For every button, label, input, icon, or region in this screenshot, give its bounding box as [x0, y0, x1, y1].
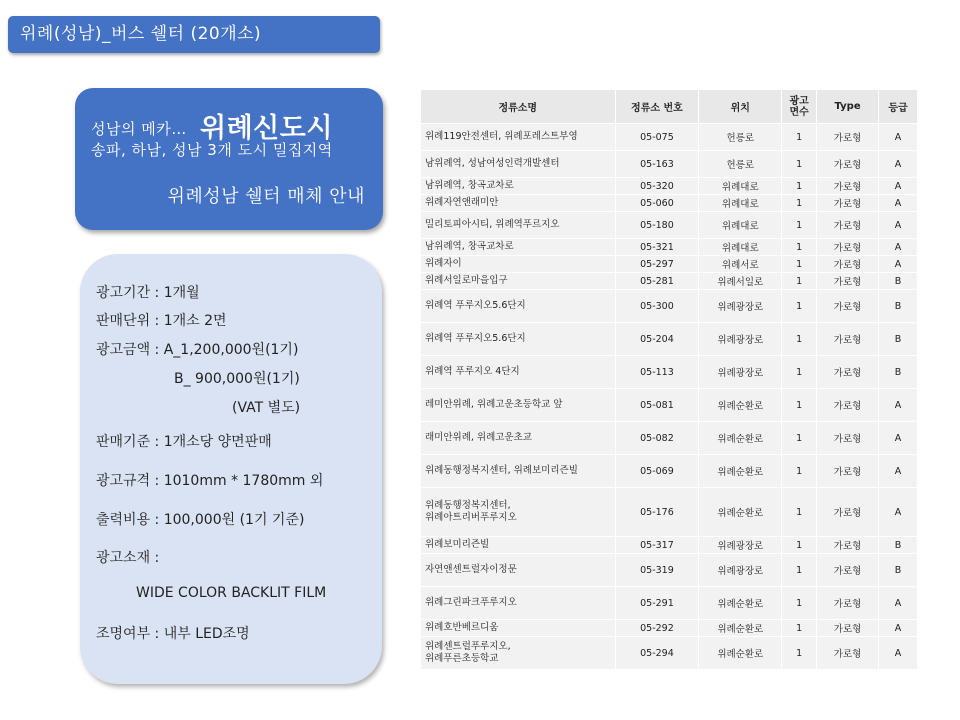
stop-name-cell: 자연앤센트럴자이정문: [421, 554, 616, 587]
table-row: [421, 195, 918, 212]
ad-faces-cell: 1: [782, 554, 817, 587]
table-row: [421, 256, 918, 273]
stop-name-cell: 위례서일로마을입구: [421, 273, 616, 290]
grade-cell: A: [879, 488, 918, 537]
stop-number-cell: 05-317: [615, 537, 699, 554]
stop-name-cell: 래미안위례, 위례고운초교: [421, 422, 616, 455]
type-cell: 가로형: [817, 178, 879, 195]
header-grade: 등급: [879, 90, 918, 124]
stop-number-cell: 05-319: [615, 554, 699, 587]
stop-name-cell: 위례호반베르디움: [421, 620, 616, 637]
location-cell: 헌릉로: [699, 124, 782, 151]
stop-number-cell: 05-075: [615, 124, 699, 151]
info-ad-period: 광고기간 : 1개월: [96, 285, 200, 301]
type-cell: 가로형: [817, 455, 879, 488]
type-cell: 가로형: [817, 195, 879, 212]
ad-faces-cell: 1: [782, 537, 817, 554]
type-cell: 가로형: [817, 389, 879, 422]
info-vat-note: (VAT 별도): [232, 400, 301, 416]
promo-line-2: 송파, 하남, 성남 3개 도시 밀집지역: [91, 141, 333, 159]
info-sales-basis: 판매기준 : 1개소당 양면판매: [96, 434, 272, 450]
stop-name-cell: 밀리토피아시티, 위례역푸르지오: [421, 212, 616, 239]
type-cell: 가로형: [817, 256, 879, 273]
ad-faces-cell: 1: [782, 290, 817, 323]
ad-faces-cell: 1: [782, 587, 817, 620]
ad-faces-cell: 1: [782, 488, 817, 537]
table-row: [421, 273, 918, 290]
type-cell: 가로형: [817, 239, 879, 256]
table-row: [421, 455, 918, 488]
header-stop-name: 정류소명: [421, 90, 616, 124]
table-row: [421, 554, 918, 587]
location-cell: 위례순환로: [699, 620, 782, 637]
type-cell: 가로형: [817, 212, 879, 239]
location-cell: 위례광장로: [699, 323, 782, 356]
location-cell: 위례순환로: [699, 637, 782, 670]
ad-faces-cell: 1: [782, 212, 817, 239]
promo-highlight: 위례신도시: [200, 113, 333, 144]
stop-number-cell: 05-180: [615, 212, 699, 239]
grade-cell: B: [879, 323, 918, 356]
stop-number-cell: 05-163: [615, 151, 699, 178]
location-cell: 위례광장로: [699, 554, 782, 587]
table-row: [421, 537, 918, 554]
ad-info-panel: [80, 254, 382, 684]
type-cell: 가로형: [817, 124, 879, 151]
stop-number-cell: 05-320: [615, 178, 699, 195]
location-cell: 위례순환로: [699, 488, 782, 537]
ad-faces-cell: 1: [782, 195, 817, 212]
stop-number-cell: 05-204: [615, 323, 699, 356]
grade-cell: B: [879, 290, 918, 323]
ad-faces-cell: 1: [782, 273, 817, 290]
ad-faces-cell: 1: [782, 422, 817, 455]
type-cell: 가로형: [817, 620, 879, 637]
ad-faces-cell: 1: [782, 124, 817, 151]
grade-cell: A: [879, 389, 918, 422]
table-row: [421, 290, 918, 323]
grade-cell: A: [879, 178, 918, 195]
table-row: [421, 620, 918, 637]
page-title: 위례(성남)_버스 쉘터 (20개소): [8, 16, 380, 53]
stop-number-cell: 05-113: [615, 356, 699, 389]
table-row: [421, 151, 918, 178]
header-ad-faces: 광고 면수: [782, 90, 817, 124]
stop-number-cell: 05-292: [615, 620, 699, 637]
location-cell: 위례대로: [699, 212, 782, 239]
stop-number-cell: 05-297: [615, 256, 699, 273]
promo-banner: [75, 88, 383, 230]
grade-cell: A: [879, 455, 918, 488]
stop-number-cell: 05-082: [615, 422, 699, 455]
grade-cell: B: [879, 273, 918, 290]
stop-number-cell: 05-060: [615, 195, 699, 212]
table-row: [421, 389, 918, 422]
stop-name-cell: 남위례역, 창곡교차로: [421, 178, 616, 195]
location-cell: 위례순환로: [699, 587, 782, 620]
table-row: [421, 239, 918, 256]
location-cell: 위례대로: [699, 178, 782, 195]
grade-cell: A: [879, 151, 918, 178]
ad-faces-cell: 1: [782, 356, 817, 389]
table-row: [421, 488, 918, 537]
stop-number-cell: 05-281: [615, 273, 699, 290]
type-cell: 가로형: [817, 356, 879, 389]
info-material-label: 광고소재 :: [96, 550, 160, 566]
type-cell: 가로형: [817, 323, 879, 356]
info-lighting: 조명여부 : 내부 LED조명: [96, 626, 250, 642]
stop-name-cell: 레미안위례, 위례고운초등학교 앞: [421, 389, 616, 422]
stop-number-cell: 05-294: [615, 637, 699, 670]
table-row: [421, 422, 918, 455]
promo-line-1-prefix: 성남의 메카…: [91, 120, 192, 138]
location-cell: 위례광장로: [699, 356, 782, 389]
stop-number-cell: 05-081: [615, 389, 699, 422]
location-cell: 위례서일로: [699, 273, 782, 290]
ad-faces-cell: 1: [782, 239, 817, 256]
grade-cell: B: [879, 554, 918, 587]
table-row: [421, 587, 918, 620]
ad-faces-cell: 1: [782, 620, 817, 637]
info-ad-price-b: B_ 900,000원(1기): [174, 371, 300, 387]
stop-number-cell: 05-291: [615, 587, 699, 620]
ad-faces-cell: 1: [782, 151, 817, 178]
stop-name-cell: 위례그린파크푸루지오: [421, 587, 616, 620]
type-cell: 가로형: [817, 554, 879, 587]
location-cell: 위례순환로: [699, 389, 782, 422]
grade-cell: A: [879, 195, 918, 212]
stop-name-cell: 위례자연앤래미안: [421, 195, 616, 212]
stop-number-cell: 05-300: [615, 290, 699, 323]
stop-name-cell: 위례센트럴푸루지오, 위례푸른초등학교: [421, 637, 616, 670]
ad-faces-cell: 1: [782, 178, 817, 195]
table-body: [421, 124, 918, 670]
stop-name-cell: 남위례역, 창곡교차로: [421, 239, 616, 256]
location-cell: 위례광장로: [699, 537, 782, 554]
location-cell: 위례대로: [699, 195, 782, 212]
info-ad-price-a: 광고금액 : A_1,200,000원(1기): [96, 342, 299, 358]
ad-faces-cell: 1: [782, 637, 817, 670]
grade-cell: A: [879, 124, 918, 151]
stop-name-cell: 위례119안전센터, 위례포레스트부영: [421, 124, 616, 151]
table-row: [421, 356, 918, 389]
location-cell: 위례순환로: [699, 422, 782, 455]
stop-number-cell: 05-069: [615, 455, 699, 488]
type-cell: 가로형: [817, 488, 879, 537]
info-ad-spec: 광고규격 : 1010mm * 1780mm 외: [96, 473, 324, 489]
grade-cell: A: [879, 587, 918, 620]
grade-cell: A: [879, 422, 918, 455]
promo-line-3: 위례성남 쉘터 매체 안내: [167, 186, 365, 207]
info-print-cost: 출력비용 : 100,000원 (1기 기준): [96, 512, 305, 528]
header-location: 위치: [699, 90, 782, 124]
grade-cell: B: [879, 356, 918, 389]
stop-name-cell: 위례역 푸루지오 4단지: [421, 356, 616, 389]
type-cell: 가로형: [817, 290, 879, 323]
type-cell: 가로형: [817, 637, 879, 670]
info-sales-unit: 판매단위 : 1개소 2면: [96, 313, 227, 329]
grade-cell: A: [879, 620, 918, 637]
ad-faces-cell: 1: [782, 455, 817, 488]
table-row: [421, 212, 918, 239]
table-row: [421, 323, 918, 356]
type-cell: 가로형: [817, 587, 879, 620]
location-cell: 위례서로: [699, 256, 782, 273]
ad-faces-cell: 1: [782, 389, 817, 422]
table-row: [421, 178, 918, 195]
stop-name-cell: 위례동행정복지센터, 위례아트리버푸루지오: [421, 488, 616, 537]
stop-name-cell: 위례역 푸루지오5.6단지: [421, 290, 616, 323]
ad-faces-cell: 1: [782, 323, 817, 356]
grade-cell: A: [879, 239, 918, 256]
stop-number-cell: 05-321: [615, 239, 699, 256]
grade-cell: B: [879, 537, 918, 554]
type-cell: 가로형: [817, 422, 879, 455]
stop-name-cell: 위례역 푸루지오5.6단지: [421, 323, 616, 356]
location-cell: 위례광장로: [699, 290, 782, 323]
location-cell: 위례순환로: [699, 455, 782, 488]
grade-cell: A: [879, 637, 918, 670]
header-type: Type: [817, 90, 879, 124]
stop-name-cell: 남위례역, 성남여성인력개발센터: [421, 151, 616, 178]
stop-number-cell: 05-176: [615, 488, 699, 537]
location-cell: 위례대로: [699, 239, 782, 256]
shelter-table: [420, 89, 918, 670]
table-row: [421, 124, 918, 151]
info-material-value: WIDE COLOR BACKLIT FILM: [136, 585, 327, 601]
grade-cell: A: [879, 212, 918, 239]
type-cell: 가로형: [817, 151, 879, 178]
type-cell: 가로형: [817, 537, 879, 554]
type-cell: 가로형: [817, 273, 879, 290]
table-row: [421, 637, 918, 670]
ad-faces-cell: 1: [782, 256, 817, 273]
table-header-row: [421, 90, 918, 124]
location-cell: 헌릉로: [699, 151, 782, 178]
stop-name-cell: 위례자이: [421, 256, 616, 273]
grade-cell: A: [879, 256, 918, 273]
stop-name-cell: 위례동행정복지센터, 위례보미리즌빌: [421, 455, 616, 488]
stop-name-cell: 위례보미리즌빌: [421, 537, 616, 554]
header-stop-number: 정류소 번호: [615, 90, 699, 124]
